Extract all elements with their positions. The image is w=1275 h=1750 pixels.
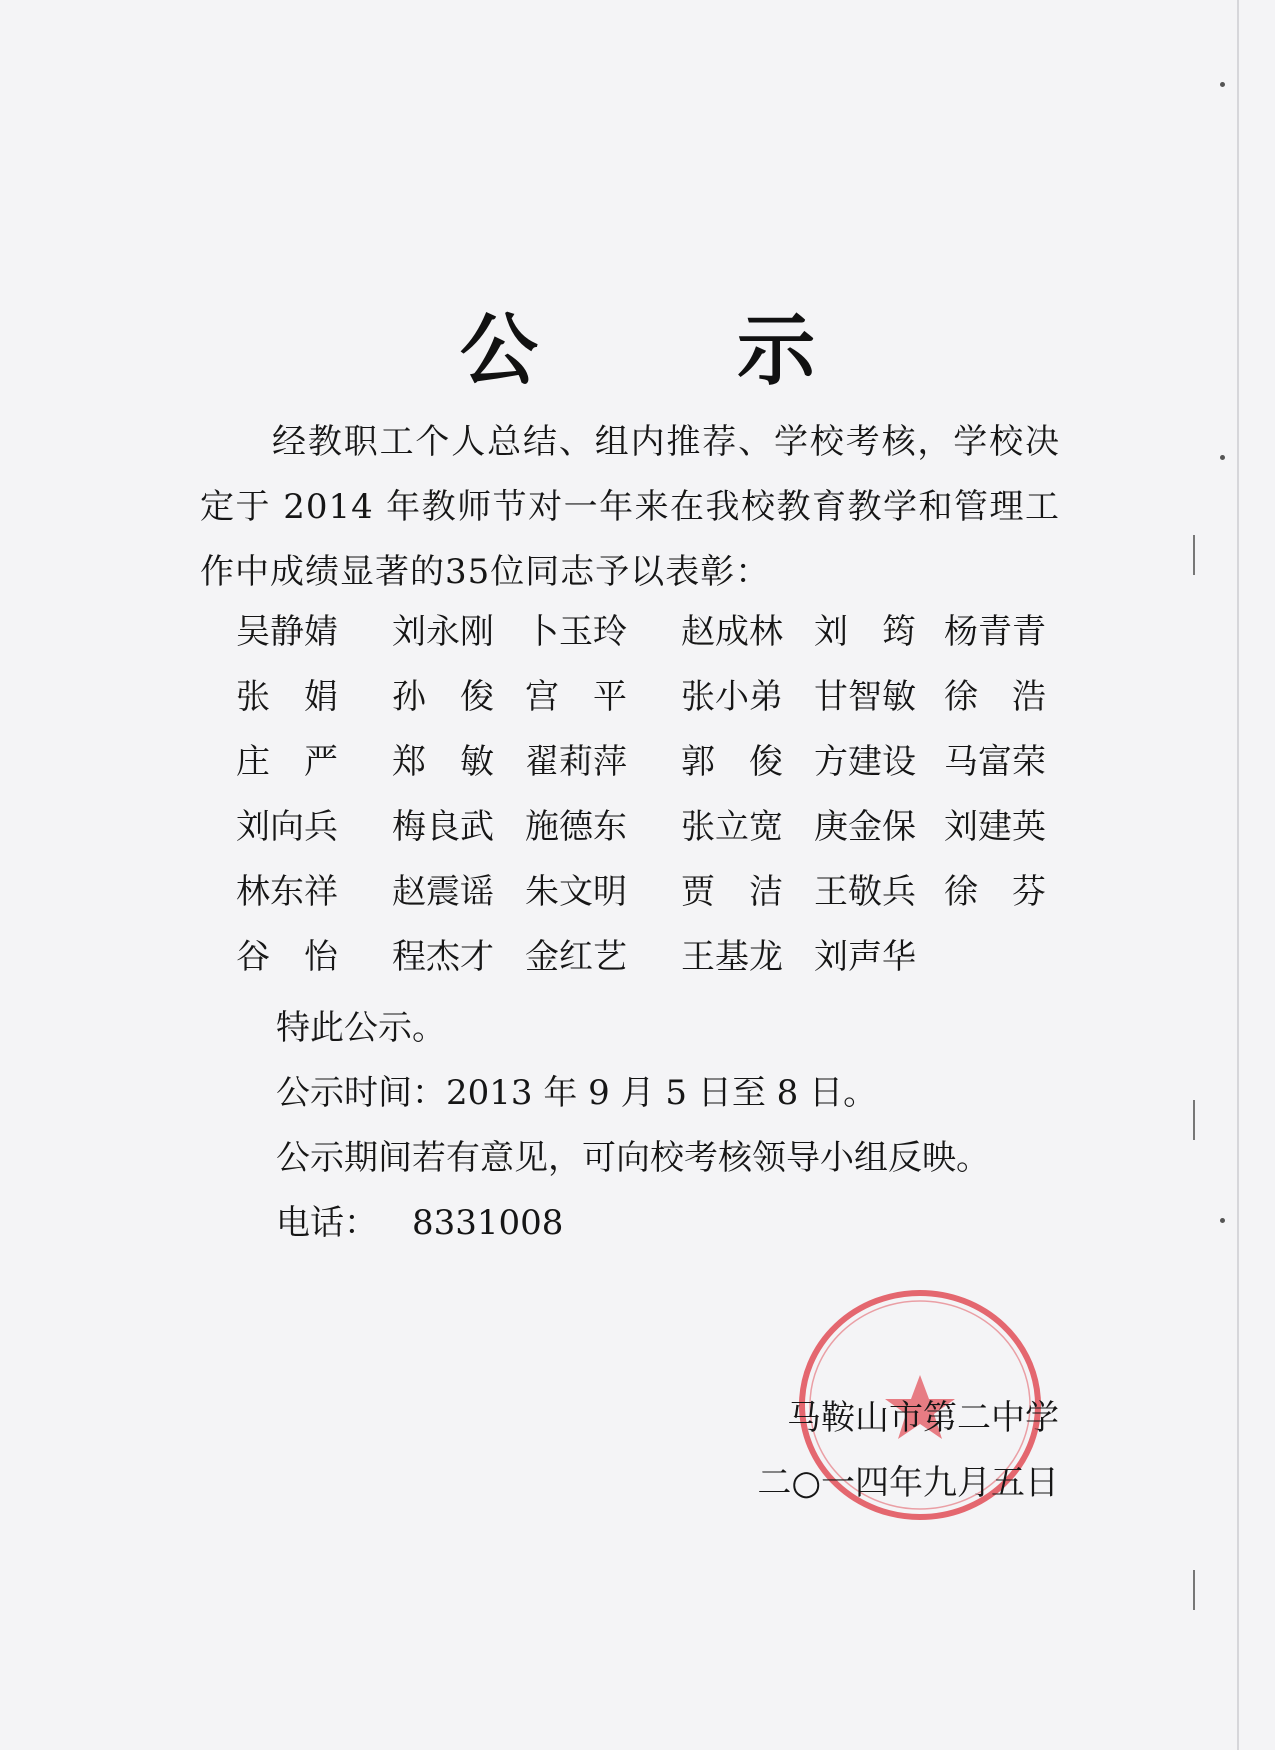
honoree-list <box>236 600 1066 990</box>
honoree-name: 张小弟 <box>681 677 783 717</box>
honoree-name: 卜玉玲 <box>525 612 627 652</box>
phone-line <box>276 1191 563 1256</box>
honoree-name: 庚金保 <box>814 807 916 847</box>
page-title: 公 示 <box>459 306 902 396</box>
honoree-name: 徐 芬 <box>944 872 1046 912</box>
feedback-text: 公示期间若有意见，可向校考核领导小组反映。 <box>276 1138 990 1178</box>
honoree-name: 梅良武 <box>392 807 494 847</box>
honoree-name: 赵成林 <box>681 612 783 652</box>
honoree-name: 贾 洁 <box>681 872 783 912</box>
honoree-name: 孙 俊 <box>392 677 494 717</box>
honoree-name: 刘建英 <box>944 807 1046 847</box>
honoree-name: 王基龙 <box>681 937 783 977</box>
honoree-name: 张立宽 <box>681 807 783 847</box>
page-edge-line <box>1237 0 1239 1750</box>
honoree-name: 王敬兵 <box>814 872 916 912</box>
phone-number: 8331008 <box>412 1203 564 1243</box>
honoree-name: 程杰才 <box>392 937 494 977</box>
honoree-name: 刘声华 <box>814 937 916 977</box>
honoree-name: 金红艺 <box>525 937 627 977</box>
phone-label: 电话： <box>276 1203 378 1243</box>
honoree-name: 林东祥 <box>236 872 338 912</box>
honoree-name: 庄 严 <box>236 742 338 782</box>
honoree-name: 郭 俊 <box>681 742 783 782</box>
scan-mark <box>1193 1570 1195 1610</box>
honoree-name: 翟莉萍 <box>525 742 627 782</box>
scan-mark <box>1193 535 1195 575</box>
period-text: 公示时间：2013 年 9 月 5 日至 8 日。 <box>276 1073 878 1113</box>
honoree-name: 张 娟 <box>236 677 338 717</box>
honoree-name: 吴静婧 <box>236 612 338 652</box>
honoree-name: 徐 浩 <box>944 677 1046 717</box>
issuer-name: 马鞍山市第二中学 <box>787 1398 1059 1438</box>
honoree-name: 施德东 <box>525 807 627 847</box>
honoree-name: 方建设 <box>814 742 916 782</box>
closing-text: 特此公示。 <box>276 1008 446 1048</box>
honoree-name: 赵震谣 <box>392 872 494 912</box>
honoree-name: 宫 平 <box>525 677 627 717</box>
honoree-name: 郑 敏 <box>392 742 494 782</box>
punch-hole <box>1220 1218 1225 1223</box>
honoree-name: 刘 筠 <box>814 612 916 652</box>
intro-paragraph: 经教职工个人总结、组内推荐、学校考核，学校决定于 2014 年教师节对一年来在我校教育教学和管理工作中成绩显著的35位同志予以表彰： <box>200 422 1060 592</box>
honoree-name: 刘永刚 <box>392 612 494 652</box>
honoree-name: 马富荣 <box>944 742 1046 782</box>
issue-date: 二○一四年九月五日 <box>757 1463 1059 1503</box>
honoree-name: 朱文明 <box>525 872 627 912</box>
honoree-name: 谷 怡 <box>236 937 338 977</box>
honoree-name: 刘向兵 <box>236 807 338 847</box>
honoree-name: 杨青青 <box>944 612 1046 652</box>
honoree-name: 甘智敏 <box>814 677 916 717</box>
punch-hole <box>1220 455 1225 460</box>
punch-hole <box>1220 82 1225 87</box>
scan-mark <box>1193 1100 1195 1140</box>
